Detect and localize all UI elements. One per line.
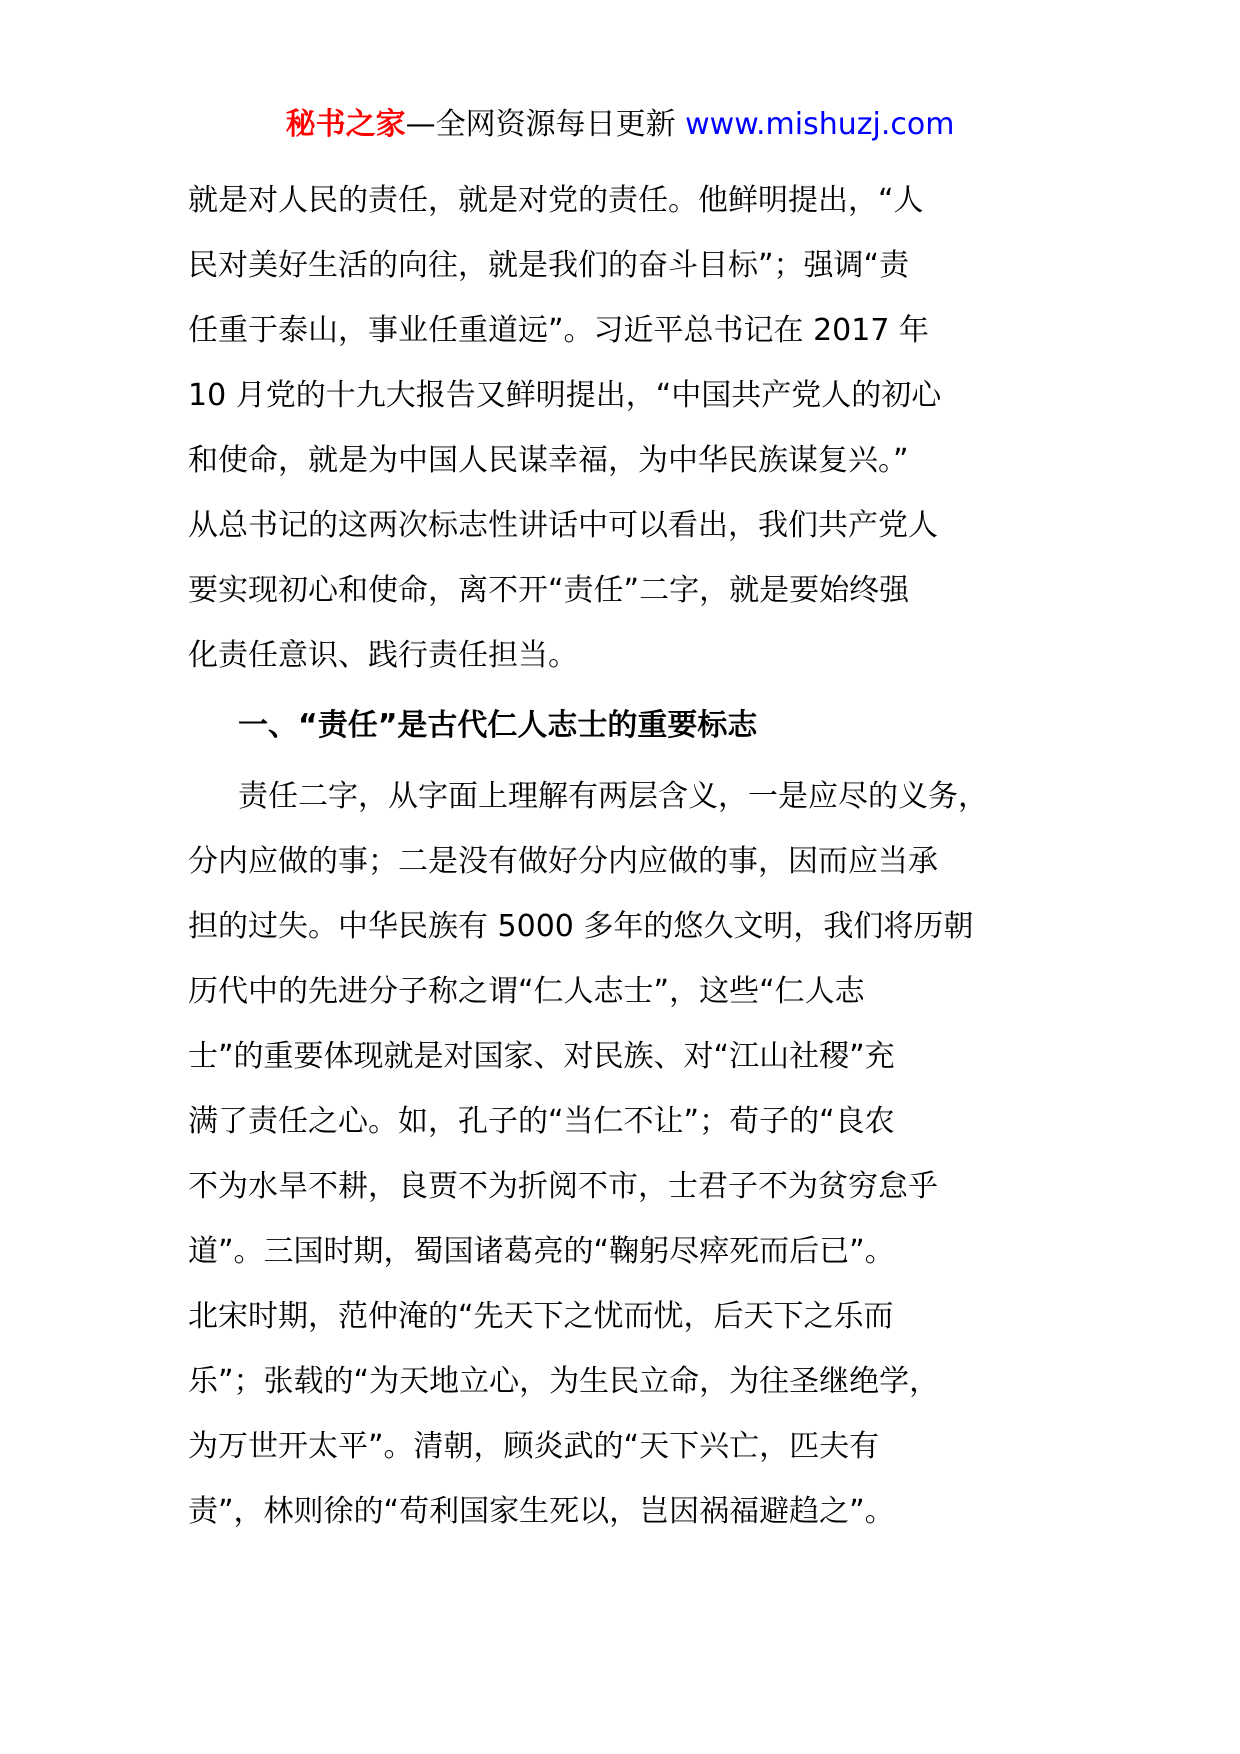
paragraph-line: 民对美好生活的向往，就是我们的奋斗目标”；强调“责 [188, 248, 910, 283]
document-body [188, 168, 1088, 1544]
brand-name: 秘书之家 [285, 107, 406, 142]
section-heading: 一、“责任”是古代仁人志士的重要标志 [238, 708, 758, 743]
paragraph-line: 从总书记的这两次标志性讲话中可以看出，我们共产党人 [188, 508, 938, 543]
header-tagline: —全网资源每日更新 [405, 107, 676, 142]
paragraph-line: 化责任意识、践行责任担当。 [188, 638, 578, 673]
paragraph-line: 任重于泰山，事业任重道远”。习近平总书记在 2017 年 [188, 313, 929, 348]
paragraph-line: 担的过失。中华民族有 5000 多年的悠久文明，我们将历朝 [188, 909, 974, 944]
paragraph-line: 满了责任之心。如，孔子的“当仁不让”；荀子的“良农 [188, 1104, 895, 1139]
paragraph-line: 士”的重要体现就是对国家、对民族、对“江山社稷”充 [188, 1039, 895, 1074]
paragraph-line: 乐”；张载的“为天地立心，为生民立命，为往圣继绝学， [188, 1364, 940, 1399]
paragraph-line: 责任二字，从字面上理解有两层含义，一是应尽的义务， [238, 779, 988, 814]
paragraph-line: 和使命，就是为中国人民谋幸福，为中华民族谋复兴。” [188, 443, 909, 478]
site-header [0, 104, 1240, 146]
paragraph-line: 分内应做的事；二是没有做好分内应做的事，因而应当承 [188, 844, 938, 879]
paragraph-line: 就是对人民的责任，就是对党的责任。他鲜明提出，“人 [188, 183, 924, 218]
paragraph-line: 北宋时期，范仲淹的“先天下之忧而忧，后天下之乐而 [188, 1299, 894, 1334]
paragraph-line: 责”，林则徐的“苟利国家生死以，岂因祸福避趋之”。 [188, 1494, 895, 1529]
paragraph-line: 要实现初心和使命，离不开“责任”二字，就是要始终强 [188, 573, 910, 608]
paragraph-line: 历代中的先进分子称之谓“仁人志士”，这些“仁人志 [188, 974, 865, 1009]
paragraph-line: 道”。三国时期，蜀国诸葛亮的“鞠躬尽瘁死而后已”。 [188, 1234, 895, 1269]
paragraph-line: 为万世开太平”。清朝，顾炎武的“天下兴亡，匹夫有 [188, 1429, 880, 1464]
paragraph-line: 10 月党的十九大报告又鲜明提出，“中国共产党人的初心 [188, 378, 942, 413]
site-url-link[interactable]: www.mishuzj.com [685, 107, 955, 142]
paragraph-line: 不为水旱不耕，良贾不为折阅不市，士君子不为贫穷怠乎 [188, 1169, 938, 1204]
